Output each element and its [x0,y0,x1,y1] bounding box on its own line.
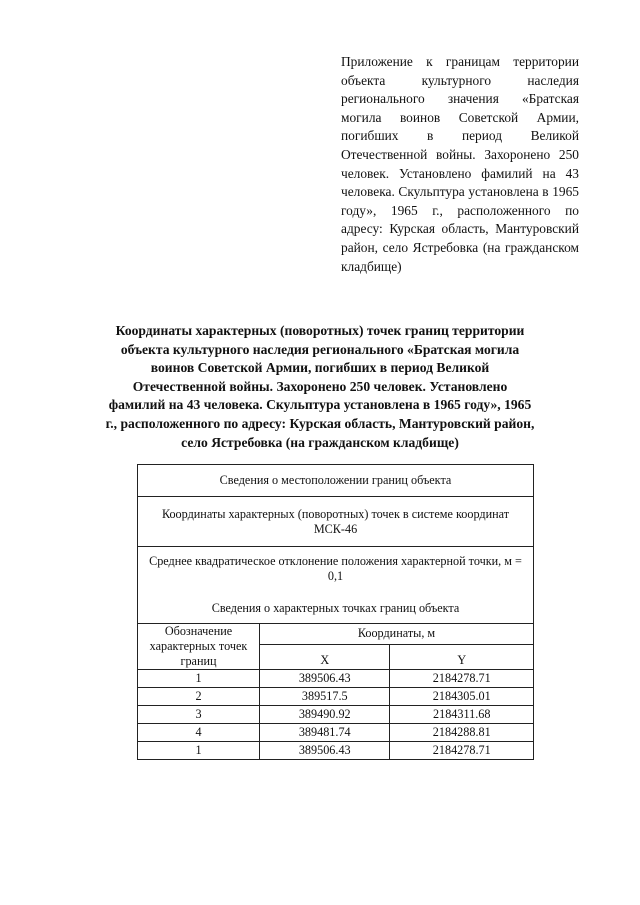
y-coordinate: 2184278.71 [390,742,534,760]
point-id: 1 [138,670,260,688]
point-id: 3 [138,706,260,724]
boundary-info-title: Сведения о местоположении границ объекта [138,465,534,497]
y-coordinate: 2184305.01 [390,688,534,706]
rms-error-cell [138,547,534,624]
y-coordinate: 2184278.71 [390,670,534,688]
rms-error-text: Среднее квадратическое отклонение положения характерной точки, м = 0,1 [149,554,522,583]
y-coordinate: 2184311.68 [390,706,534,724]
x-coordinate: 389481.74 [260,724,390,742]
table-row [138,706,534,724]
x-coordinate: 389506.43 [260,670,390,688]
point-id: 1 [138,742,260,760]
table-row [138,742,534,760]
coordinates-header: Координаты, м [260,624,534,645]
y-coordinate: 2184288.81 [390,724,534,742]
table-row [138,724,534,742]
x-coordinate: 389490.92 [260,706,390,724]
points-title: Сведения о характерных точках границ объекта [211,601,460,615]
x-coordinate: 389517.5 [260,688,390,706]
table-row [138,670,534,688]
x-column-header: X [260,644,390,669]
appendix-note: Приложение к границам территории объекта культурного наследия регионального значения «Братская могила воинов Советской Армии, погибших в период Великой Отечественной войны. Захоронено 250 человек. Установлено фамилий на 43 человека. Скульптура установлена в 1965 году», 1965 г., расположенного по адресу: Курская область, Мантуровский район, село Ястребовка (на гражданском кладбище) [341,54,579,274]
coordinate-system-cell: Координаты характерных (поворотных) точек в системе координат МСК-46 [138,497,534,547]
table-row [138,688,534,706]
point-label-header: Обозначение характерных точек границ [138,624,260,670]
y-column-header: Y [390,644,534,669]
x-coordinate: 389506.43 [260,742,390,760]
document-heading: Координаты характерных (поворотных) точек границ территории объекта культурного наследия регионального «Братская могила воинов Советской Армии, погибших в период Великой Отечественной войны. Захоронено 250 человек. Установлено фамилий на 43 человека. Скульптура установлена в 1965 году», 1965 г., расположенного по адресу: Курская область, Мантуровский район, село Ястребовка (на гражданском кладбище) [105,323,535,450]
coordinates-table [137,464,534,760]
point-id: 2 [138,688,260,706]
point-id: 4 [138,724,260,742]
